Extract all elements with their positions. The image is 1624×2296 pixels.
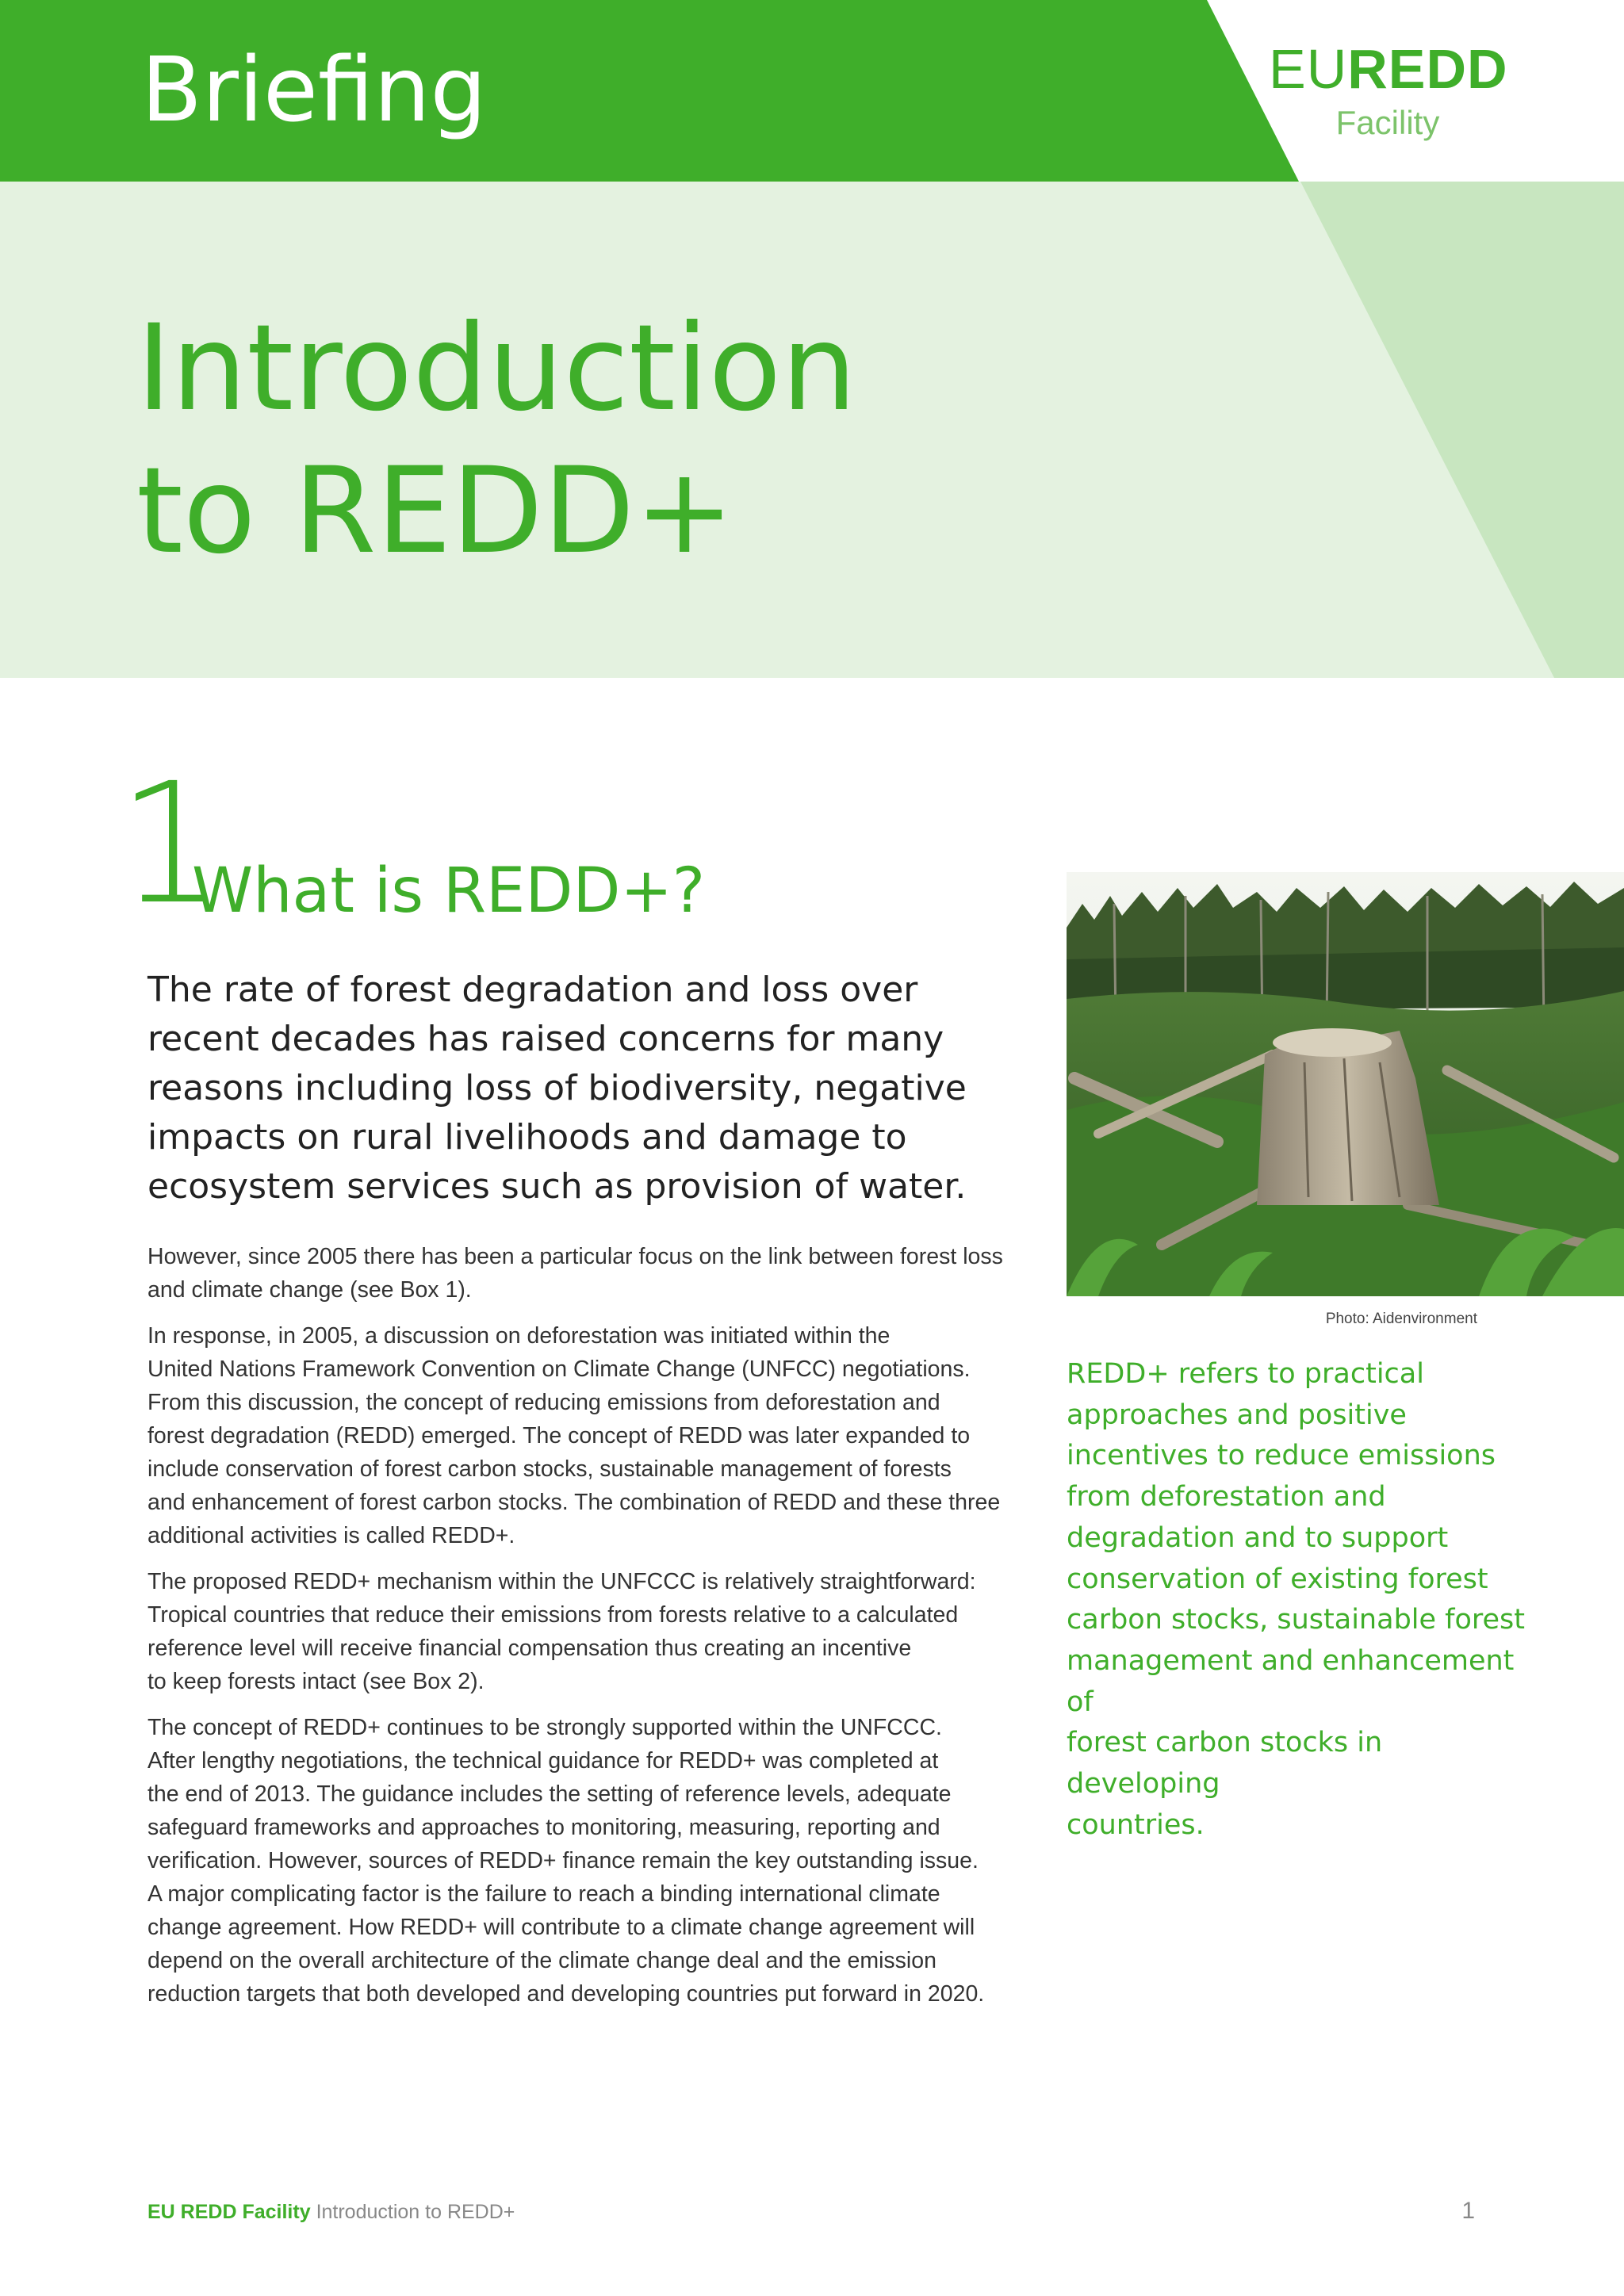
- section-title: What is REDD+?: [192, 855, 706, 927]
- lead-paragraph: The rate of forest degradation and loss over recent decades has raised concerns for many reasons including loss of biodiversity, negative impacts on rural livelihoods and damage to ecosystem services such as provision of water.: [147, 970, 967, 1207]
- footer-document-title: Introduction to REDD+: [316, 2201, 515, 2223]
- deforestation-photo: [1067, 872, 1624, 1296]
- body-paragraph-4: The concept of REDD+ continues to be strongly supported within the UNFCCC. After lengthy negotiations, the technical guidance for REDD+ was completed at the end of 2013. The guidance includes the setting of reference levels, adequate safeguard frameworks and approaches to monitoring, measuring, reporting and verification. However, sources of REDD+ finance remain the key outstanding issue. A major complicating factor is the failure to reach a binding international climate change agreement. How REDD+ will contribute to a climate change agreement will depend on the overall architecture of the climate change deal and the emission reduction targets that both developed and developing countries put forward in 2020.: [147, 1715, 985, 2007]
- logo-eu: EU: [1269, 38, 1348, 100]
- body-paragraph-1: However, since 2005 there has been a particular focus on the link between forest loss and climate change (see Box 1).: [147, 1244, 1003, 1303]
- header-title: Briefing: [141, 39, 487, 142]
- document-title-line-1: Introduction: [136, 300, 857, 438]
- footer-label: [147, 2201, 515, 2224]
- logo-redd: REDD: [1347, 38, 1508, 100]
- main-text-column: [147, 966, 1020, 2023]
- document-title: [136, 297, 856, 583]
- page-number: 1: [1461, 2198, 1475, 2224]
- pull-quote: REDD+ refers to practical approaches and positive incentives to reduce emissions from deforestation and degradation and to support conservation of existing forest carbon stocks, sustainable forest management and enhancement of forest carbon stocks in developing countries.: [1067, 1358, 1526, 1841]
- section-number: 1: [117, 747, 224, 941]
- eu-redd-facility-logo: [1269, 38, 1508, 141]
- logo-subtitle: Facility: [1335, 104, 1440, 141]
- document-title-line-2: to REDD+: [136, 442, 734, 580]
- footer-organization: EU REDD Facility: [147, 2201, 311, 2223]
- photo-credit: Photo: Aidenvironment: [1325, 1311, 1477, 1327]
- body-paragraph-3: The proposed REDD+ mechanism within the UNFCCC is relatively straightforward: Tropical countries that reduce their emissions from forests relative to a calculated reference level will receive financial compensation thus creating an incentive to keep forests intact (see Box 2).: [147, 1569, 976, 1694]
- body-paragraph-2: In response, in 2005, a discussion on deforestation was initiated within the United Nations Framework Convention on Climate Change (UNFCC) negotiations. From this discussion, the concept of reducing emissions from deforestation and forest degradation (REDD) emerged. The concept of REDD was later expanded to include conservation of forest carbon stocks, sustainable management of forests and enhancement of forest carbon stocks. The combination of REDD and these three additional activities is called REDD+.: [147, 1323, 1001, 1548]
- logo-wordmark: [1269, 38, 1508, 100]
